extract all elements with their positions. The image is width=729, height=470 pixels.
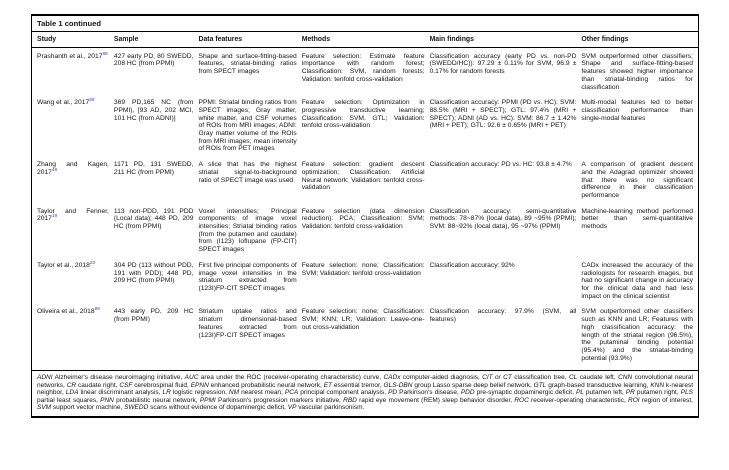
footnote-term: PR [625, 389, 635, 397]
footnote-term: GTL [533, 381, 547, 389]
footnote-definition: logistic regression, [170, 389, 229, 397]
sample-cell: 304 PD (113 without PDD, 191 with PDD); 448 PD, 209 HC (from PPMI) [113, 261, 194, 285]
footnote-definition: Alzheimer's disease neuroimaging initiative, [52, 374, 185, 382]
main-findings-cell: Classification accuracy (early PD vs. non-PD (SWEDD/HC)): 97.29 ± 0.11% for SVM, 96.9 ± 0.17% for random forests [429, 52, 577, 76]
footnote-definition: probabilistic neural network, [113, 396, 200, 404]
footnote-definition: Parkinson's progression markers initiative, [215, 396, 344, 404]
col-header-data-features: Data features [198, 32, 301, 47]
footnote-definition: scans without evidence of dopaminergic deficit, [148, 404, 288, 412]
footnote-term: CR [66, 381, 77, 389]
main-findings-cell: Classification accuracy: PPMI (PD vs. HC): SVM: 88.5% (MRI + SPECT); GTL: 97.4% (MRI + SPECT); ADNI (AD vs. HC): SVM: 86.7 ± 1.42% (MRI + PET); GTL: 92.6 ± 0.65% (MRI + PET) [429, 99, 577, 130]
data-table [32, 32, 698, 370]
footnote-term: ET [323, 381, 333, 389]
footnote-definition: Parkinson's disease, [397, 389, 461, 397]
footnote-term: SVM [37, 404, 52, 412]
footnote-term: LDA [65, 389, 79, 397]
footnote-definition: computer-aided diagnosis, [400, 374, 483, 382]
reference-superscript: 98 [89, 97, 95, 103]
other-findings-cell: CADx increased the accuracy of the radiologists for research images, but had no significant change in accuracy for the clinical data and had less impact on the clinical scientist [581, 261, 693, 300]
footnote-definition: putamen right, [634, 389, 681, 397]
footnote-definition: partial least squares, [37, 396, 101, 404]
methods-cell: Feature selection: Optimization in progressive transductive learning; Classification: SVM, GTL; Validation: tenfold cross-validation [301, 99, 425, 130]
reference-superscript: 49 [51, 167, 58, 173]
footnote-term: CNN [618, 374, 633, 382]
footnote-term: VP [287, 404, 297, 412]
methods-cell: Feature selection (data dimension reduction): PCA; Classification: SVM; Validation: tenfold cross-validation [301, 207, 425, 231]
table-row [32, 99, 698, 161]
footnote-term: GLS-DBN [383, 381, 413, 389]
footnote-definition: support vector machine, [51, 404, 125, 412]
reference-superscript: 20 [89, 260, 96, 266]
data-features-cell: First five principal components of image voxel intensities in the striatum extracted from (123I)FP-CIT SPECT images [198, 261, 297, 292]
table-container [31, 14, 699, 418]
footnote-definition: receiver-operating characteristic, [528, 396, 629, 404]
data-features-cell: PPMI: Striatal binding ratios from SPECT images; Gray matter, white matter, and CSF volumes of ROIs from MRI images; ADNI: Gray matter volume of the ROIs from MRI images; mean intensity of ROIs from PET images [198, 99, 297, 153]
footnote-term: CL [568, 374, 578, 382]
main-findings-cell: Classification accuracy: semi-quantitative methods: 78~87% (local data), 89 ~95% (PPMI); SVM: 88~92% (local data), 95 ~97% (PPMI) [429, 207, 577, 231]
footnote-term: ROC [514, 396, 529, 404]
col-header-study: Study [32, 32, 114, 47]
footnote-definition: region of interest, [639, 396, 693, 404]
data-features-cell: Striatum uptake ratios and striatum dimensional-based features extracted from (123I)FP-CIT SPECT images [198, 308, 297, 339]
footnote-definition: principal component analysis, [298, 389, 389, 397]
footnote-definition: classification tree, [511, 374, 569, 382]
reference-superscript: 19 [51, 214, 58, 220]
footnote-term: PD [388, 389, 398, 397]
methods-cell: Feature selection: none; Classification: SVM; KNN; LR; Validation: Leave-one-out cross-validation [301, 308, 425, 331]
reference-superscript: 88 [102, 51, 108, 57]
study-cell [32, 208, 114, 262]
other-findings-cell: SVM outperformed other classifiers; Shape and surface-fitting-based features showed higher importance than striatal-binding ratios for classification [581, 52, 693, 91]
table-row [32, 262, 698, 309]
table-header [32, 32, 698, 47]
study-label: Taylor et al., 2018 [37, 261, 90, 269]
methods-cell: Feature selection: none; Classification: SVM; Validation: tenfold cross-validation [301, 261, 425, 277]
footnote-definition: group Lasso sparse deep belief network, [412, 381, 534, 389]
footnote-definition: caudate right, [76, 381, 120, 389]
table-row [32, 161, 698, 208]
footnote-term: PPMI [199, 396, 216, 404]
sample-cell: 113 non-PDD, 191 PDD (Local data); 448 PD, 209 HC (from PPMI) [113, 207, 194, 231]
methods-cell: Feature selection: Estimate feature importance with random forest; Classification: SVM, random forests; Validation: tenfold cross-validation [301, 52, 425, 83]
footnote-term: ROI [628, 396, 640, 404]
reference-superscript: 89 [94, 307, 100, 313]
footnote-term: NM [228, 389, 240, 397]
study-cell [32, 308, 114, 370]
footnote-term: AUC [184, 374, 199, 382]
other-findings-cell: SVM outperformed other classifiers such as KNN and LR; Features with high classification accuracy: the length of the striatal region (96.5%), the putaminal binding potential (95.4%) and the striatal-binding potential (93.9%) [581, 308, 693, 362]
footnote-term: PL [575, 389, 584, 397]
main-findings-cell: Classification accuracy: 92% [429, 261, 515, 269]
footnote-term: SWEDD [124, 404, 149, 412]
footnote-term: PCA [284, 389, 299, 397]
sample-cell: 369 PD,165 NC (from PPMI), [93 AD, 202 MCI, 101 HC (from ADNI)] [113, 99, 194, 122]
table-row [32, 208, 698, 262]
footnote-term: KNN [650, 381, 665, 389]
footnote-definition: cerebrospinal fluid, [132, 381, 191, 389]
footnote-definition: vascular parkinsonism. [296, 404, 365, 412]
footnote-term: CADx [383, 374, 401, 382]
methods-cell: Feature selection: gradient descent optimization; Classification: Artificial Neural network; Validation: tenfold cross-validation [301, 161, 425, 192]
study-label: Taylor and Fenner, 2017 [37, 207, 109, 223]
table-body [32, 47, 698, 370]
study-cell [32, 161, 114, 208]
other-findings-cell: Machine-learning method performed better than semi-quantitative methods [581, 207, 693, 231]
col-header-main-findings: Main findings [430, 32, 582, 47]
footnote-term: PLS [680, 389, 693, 397]
footnote-term: PNN [100, 396, 114, 404]
footnote-definition: k-nearest neighbor, [37, 381, 694, 397]
study-label: Zhang and Kagen, 2017 [37, 161, 109, 176]
footnote-term: CIT or CT [482, 374, 512, 382]
other-findings-cell: A comparison of gradient descent and the Adagrad optimizer showed that there was no significant difference in their classification performance [581, 161, 693, 199]
main-findings-cell: Classification accuracy: PD vs. HC: 93.8 ± 4.7% [429, 161, 572, 169]
study-label: Prashanth et al., 2017 [37, 52, 103, 60]
study-cell [32, 99, 114, 161]
footnote-definition: graph-based transductive learning, [546, 381, 651, 389]
table-footnote [32, 370, 698, 416]
sample-cell: 443 early PD, 209 HC (from PPMI) [113, 308, 194, 324]
footnote-definition: pre-synaptic dopaminergic deficit, [474, 389, 576, 397]
footnote-definition: rapid eye movement (REM) sleep behavior disorder, [356, 396, 515, 404]
sample-cell: 427 early PD, 80 SWEDD, 208 HC (from PPMI) [113, 52, 194, 68]
study-cell [32, 262, 114, 309]
footnote-definition: convolutional neural networks, [37, 374, 693, 389]
table-title: Table 1 continued [32, 16, 698, 32]
data-features-cell: Shape and surface-fitting-based features, striatal-binding ratios from SPECT images [198, 52, 297, 76]
footnote-definition: putamen left, [583, 389, 626, 397]
footnote-term: PDD [460, 389, 475, 397]
footnote-definition: area under the ROC (receiver-operating characteristic) curve, [198, 374, 384, 382]
footnote-term: CSF [119, 381, 133, 389]
sample-cell: 1171 PD, 131 SWEDD, 211 HC (from PPMI) [113, 161, 194, 176]
main-findings-cell: Classification accuracy: 97.9% (SVM, all features) [429, 308, 577, 324]
other-findings-cell: Multi-modal features led to better classification performance than single-modal features [581, 99, 693, 122]
footnote-definition: caudate left, [577, 374, 619, 382]
footnote-term: EPNN [190, 381, 209, 389]
footnote-definition: linear discriminant analysis, [78, 389, 163, 397]
study-label: Oliveira et al., 2018 [37, 308, 95, 316]
footnote-term: ADNI [37, 374, 53, 382]
data-features-cell: Voxel intensities; Principal components of image voxel intensities; Striatal binding ratios (from the putamen and caudate) from (I123) Ioflupane (FP-CIT) SPECT images [198, 207, 297, 254]
col-header-methods: Methods [302, 32, 430, 47]
footnote-term: RBD [343, 396, 357, 404]
table-row [32, 47, 698, 99]
study-label: Wang et al., 2017 [37, 99, 90, 107]
col-header-sample: Sample [114, 32, 199, 47]
study-cell [32, 47, 114, 99]
col-header-other-findings: Other findings [581, 32, 698, 47]
footnote-definition: essential tremor, [332, 381, 384, 389]
footnote-term: LR [162, 389, 171, 397]
footnote-definition: enhanced probabilistic neural network, [208, 381, 324, 389]
data-features-cell: A slice that has the highest striatal signal-to-background ratio of SPECT image was used [198, 161, 297, 184]
footnote-definition: nearest mean, [239, 389, 285, 397]
table-row [32, 308, 698, 370]
